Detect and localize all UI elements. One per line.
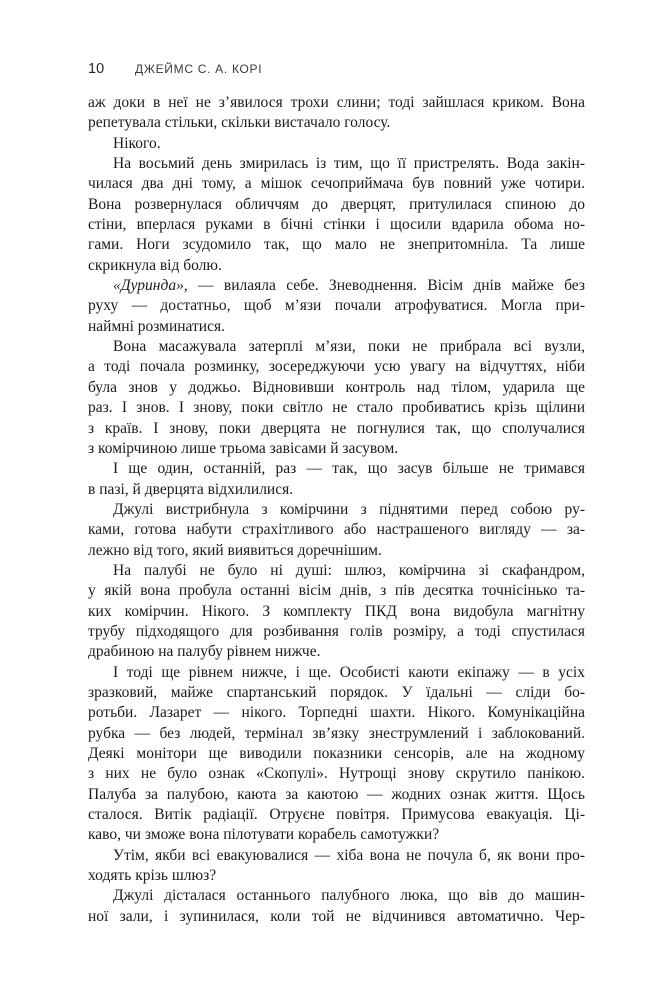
text-line: в пазі, й дверцята відхилилися. — [88, 480, 294, 498]
text-line: трубу підходящого для розбивання голів розміру, а тоді спустилася — [88, 622, 585, 640]
text-line: у якій вона пробула останні вісім днів, з пів десятка точнісінько та- — [88, 582, 585, 600]
paragraph — [88, 337, 585, 459]
paragraph — [88, 500, 585, 561]
paragraph — [88, 93, 585, 134]
text-line: драбиною на палубу рівнем нижче. — [88, 643, 321, 661]
text-line: «Дуринда», — вилаяла себе. Зневоднення. Вісім днів майже без — [113, 277, 585, 295]
text-line: Деякі монітори ще виводили показники сенсорів, але на жодному — [88, 745, 585, 762]
text-line: На палубі не було ні душі: шлюз, комірчина зі скафандром, — [113, 561, 585, 579]
text-line: репетувала стільки, скільки вистачало голосу. — [88, 114, 391, 132]
text-line: Джулі вистрибнула з комірчини з піднятими перед собою ру- — [113, 500, 585, 518]
paragraph — [88, 134, 585, 154]
text-line: чилася два дні тому, а мішок сечоприймача був повний уже чотири. — [88, 175, 585, 193]
text-line: ками, готова набути страхітливого або настрашеного вигляду — за- — [88, 521, 585, 539]
text-line: лежно від того, який виявиться доречнішим. — [88, 541, 382, 559]
text-line: з них не було ознак «Скопулі». Нутрощі знову скрутило панікою. — [88, 765, 585, 783]
paragraph — [88, 276, 585, 337]
text-line: гами. Ноги зсудомило так, що мало не знепритомніла. Та лише — [88, 236, 585, 254]
text-line: раз. І знов. І знову, поки світло не стало пробиватись крізь щілини — [88, 399, 585, 417]
text-line: з країв. І знову, поки дверцята не погнулися так, що сполучалися — [88, 419, 585, 437]
text-line: Нікого. — [113, 134, 161, 152]
text-line: руху — достатньо, щоб м’язи почали атрофуватися. Могла при- — [88, 297, 585, 315]
text-line: Вона масажувала затерплі м’язи, поки не прибрала всі вузли, — [113, 338, 585, 356]
text-line: ної зали, і зупинилася, коли той не відчинився автоматично. Чер- — [88, 907, 585, 925]
text-line: рубка — без людей, термінал зв’язку знеструмлений і заблокований. — [88, 724, 585, 742]
text-line: Джулі дісталася останнього палубного люка, що вів до машин- — [113, 887, 585, 905]
text-line: зразковий, майже спартанський порядок. У їдальні — сліди бо- — [88, 683, 585, 701]
page-body — [88, 93, 585, 927]
text-line: наймні розминатися. — [88, 317, 225, 335]
text-line: сталося. Витік радіації. Отруєне повітря. Примусова евакуація. Ці- — [88, 806, 585, 824]
paragraph — [88, 459, 585, 500]
text-line: скрикнула від болю. — [88, 256, 222, 274]
text-line: На восьмий день змирилась із тим, що її пристрелять. Вода закін- — [113, 155, 585, 173]
text-line: Вона розвернулася обличчям до дверцят, притулилася спиною до — [88, 195, 585, 213]
text-line: ких комірчин. Нікого. З комплекту ПКД вона видобула магнітну — [88, 602, 585, 620]
page-number: 10 — [88, 61, 105, 77]
paragraph — [88, 886, 585, 927]
paragraph — [88, 663, 585, 846]
italic-phrase: «Дуринда», — [113, 277, 188, 295]
text-line: ходять крізь шлюз? — [88, 867, 217, 885]
text-line: аж доки в неї не з’явилося трохи слини; тоді зайшлася криком. Вона — [88, 94, 585, 111]
text-line: стіни, вперлася руками в бічні стінки і щосили вдарила обома но- — [88, 216, 585, 234]
running-title: ДЖЕЙМС С. А. КОРІ — [135, 62, 263, 76]
paragraph — [88, 561, 585, 663]
text-line: І тоді ще рівнем нижче, і ще. Особисті каюти екіпажу — в усіх — [113, 663, 585, 681]
text-line: ротьби. Лазарет — нікого. Торпедні шахти. Нікого. Комунікаційна — [88, 704, 585, 722]
text-line: І ще один, останній, раз — так, що засув більше не тримався — [113, 460, 585, 478]
text-line: Палуба за палубою, каюта за каютою — жодних ознак життя. Щось — [88, 785, 585, 803]
text-line: Утім, якби всі евакуювалися — хіба вона не почула б, як вони про- — [113, 846, 585, 864]
text-line: була знов у доджьо. Відновивши контроль над тілом, ударила ще — [88, 378, 585, 396]
paragraph — [88, 846, 585, 887]
text-line: з комірчиною лише трьома завісами й засувом. — [88, 439, 399, 457]
paragraph — [88, 154, 585, 276]
page-header — [88, 61, 262, 77]
text-line: а тоді почала розминку, зосереджуючи усю увагу на відчуттях, ніби — [88, 358, 585, 376]
text-line: каво, чи зможе вона пілотувати корабель самотужки? — [88, 826, 440, 844]
